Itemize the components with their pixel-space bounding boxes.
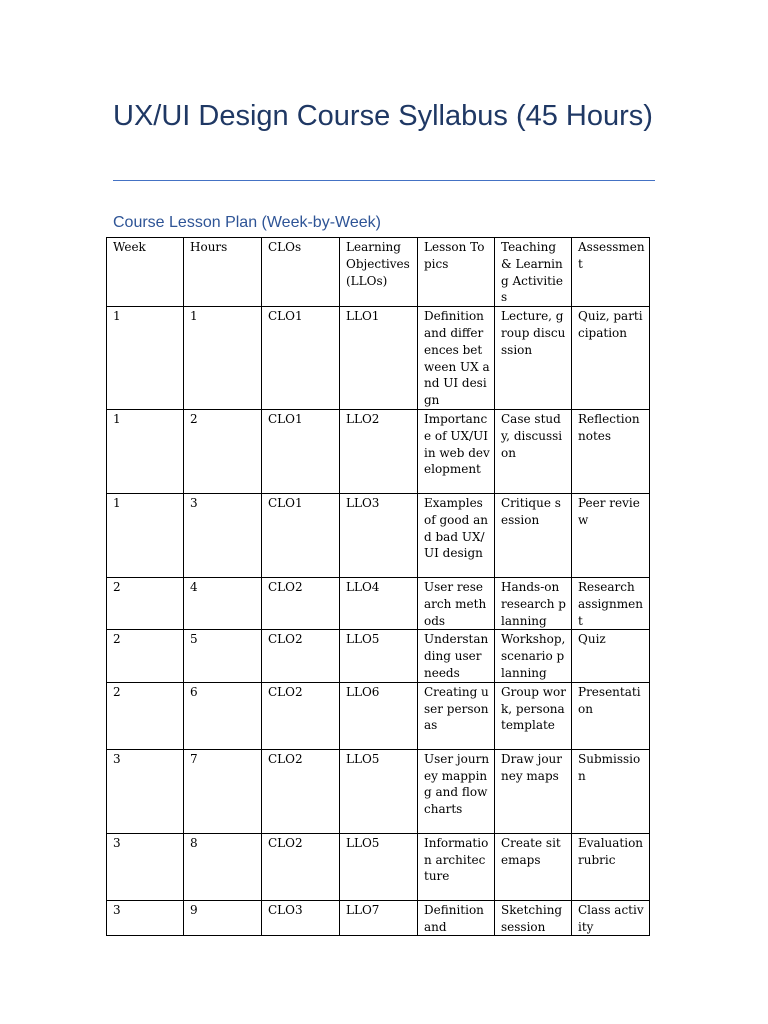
cell-activity: Workshop, scenario planning [495,630,572,682]
cell-topic: Information architecture [418,833,495,900]
cell-topic: Understanding user needs [418,630,495,682]
cell-clo: CLO1 [262,493,340,577]
cell-hours: 2 [184,409,262,493]
cell-llo: LLO4 [340,577,418,629]
header-cell: Teaching & Learning Activities [495,238,572,307]
table-row [107,749,650,833]
title-underline [113,180,655,181]
cell-assessment: Quiz, participation [572,307,650,410]
cell-clo: CLO2 [262,749,340,833]
cell-llo: LLO5 [340,749,418,833]
cell-llo: LLO5 [340,833,418,900]
table-row [107,577,650,629]
table-row [107,682,650,749]
cell-topic: Definition and differences between UX and UI design [418,307,495,410]
table-row [107,630,650,682]
cell-activity: Critique session [495,493,572,577]
cell-hours: 9 [184,900,262,936]
cell-week: 3 [107,900,184,936]
cell-clo: CLO2 [262,682,340,749]
cell-topic: Examples of good and bad UX/UI design [418,493,495,577]
cell-hours: 7 [184,749,262,833]
cell-clo: CLO3 [262,900,340,936]
document-title: UX/UI Design Course Syllabus (45 Hours) [113,100,653,132]
cell-hours: 4 [184,577,262,629]
cell-assessment: Research assignment [572,577,650,629]
header-cell: CLOs [262,238,340,307]
table-row [107,493,650,577]
cell-assessment: Evaluation rubric [572,833,650,900]
cell-activity: Draw journey maps [495,749,572,833]
cell-clo: CLO1 [262,409,340,493]
cell-week: 3 [107,833,184,900]
cell-hours: 5 [184,630,262,682]
cell-assessment: Reflection notes [572,409,650,493]
cell-week: 2 [107,682,184,749]
cell-llo: LLO2 [340,409,418,493]
cell-assessment: Quiz [572,630,650,682]
cell-assessment: Presentation [572,682,650,749]
cell-clo: CLO2 [262,630,340,682]
cell-hours: 6 [184,682,262,749]
header-cell: Assessment [572,238,650,307]
cell-week: 1 [107,493,184,577]
cell-clo: CLO2 [262,577,340,629]
cell-week: 2 [107,630,184,682]
header-cell: Lesson Topics [418,238,495,307]
table-row [107,900,650,936]
cell-hours: 3 [184,493,262,577]
table-header-row [107,238,650,307]
cell-activity: Create sitemaps [495,833,572,900]
header-cell: Learning Objectives (LLOs) [340,238,418,307]
cell-topic: Definition and [418,900,495,936]
cell-hours: 1 [184,307,262,410]
cell-hours: 8 [184,833,262,900]
table-row [107,833,650,900]
cell-week: 3 [107,749,184,833]
cell-week: 1 [107,409,184,493]
cell-assessment: Submission [572,749,650,833]
cell-week: 1 [107,307,184,410]
cell-activity: Hands-on research planning [495,577,572,629]
cell-llo: LLO7 [340,900,418,936]
cell-assessment: Peer review [572,493,650,577]
cell-topic: User journey mapping and flowcharts [418,749,495,833]
cell-topic: Importance of UX/UI in web development [418,409,495,493]
cell-clo: CLO1 [262,307,340,410]
header-cell: Week [107,238,184,307]
cell-week: 2 [107,577,184,629]
cell-clo: CLO2 [262,833,340,900]
cell-topic: Creating user personas [418,682,495,749]
cell-llo: LLO5 [340,630,418,682]
cell-activity: Lecture, group discussion [495,307,572,410]
lesson-plan-table [106,237,650,936]
cell-llo: LLO1 [340,307,418,410]
cell-llo: LLO3 [340,493,418,577]
cell-llo: LLO6 [340,682,418,749]
table-row [107,409,650,493]
table-row [107,307,650,410]
cell-topic: User research methods [418,577,495,629]
cell-activity: Case study, discussion [495,409,572,493]
section-heading: Course Lesson Plan (Week-by-Week) [113,214,381,231]
cell-activity: Group work, persona template [495,682,572,749]
cell-activity: Sketching session [495,900,572,936]
header-cell: Hours [184,238,262,307]
cell-assessment: Class activity [572,900,650,936]
